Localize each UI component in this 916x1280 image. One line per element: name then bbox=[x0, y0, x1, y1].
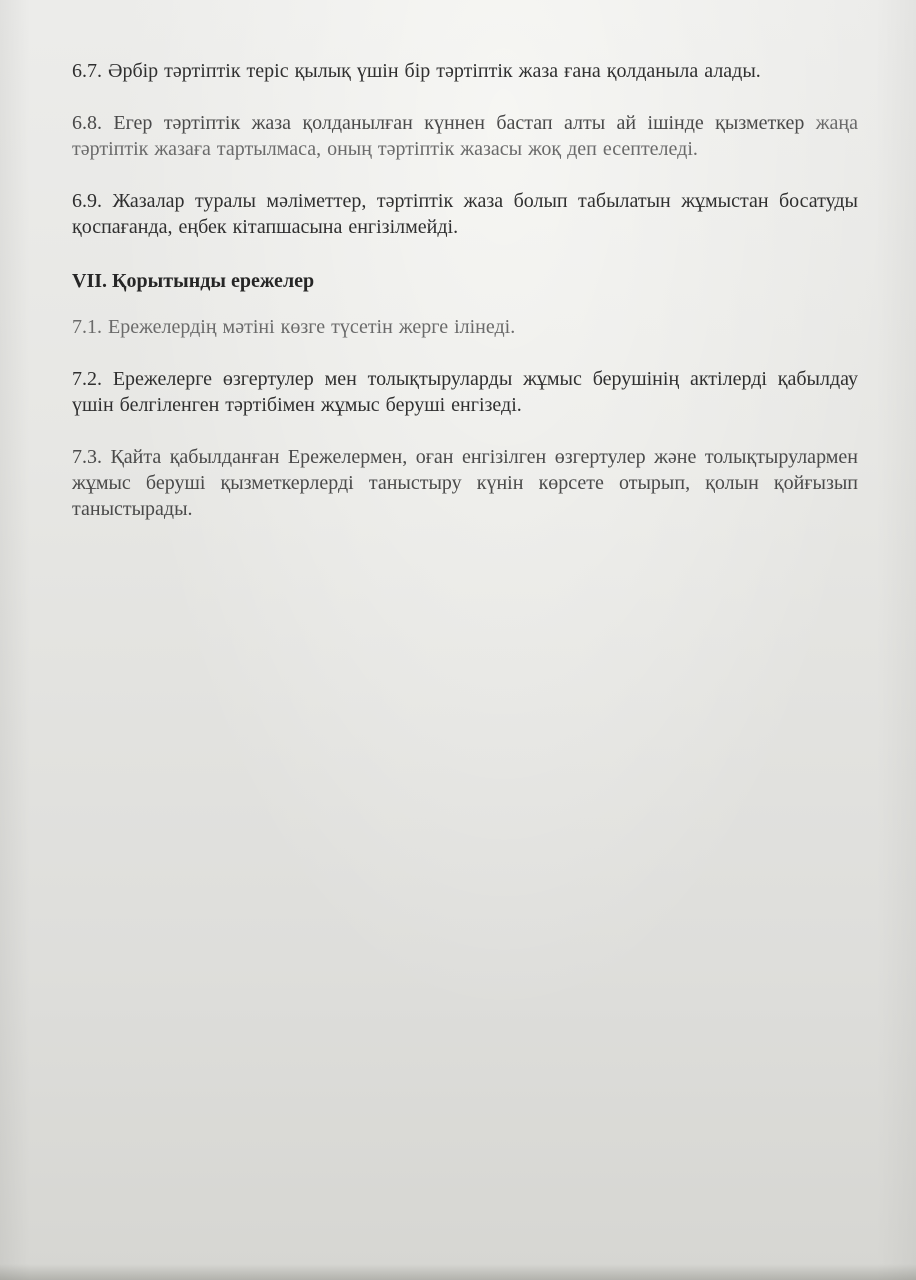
paragraph-6-8-line-2: жаңа тәртіптік жазаға тартылмаса, оның тәртіптік жазасы жоқ деп есептеледі. bbox=[72, 112, 859, 160]
paragraph-6-9 bbox=[72, 188, 858, 240]
page-bottom-edge bbox=[0, 1264, 916, 1280]
paragraph-6-8 bbox=[72, 110, 858, 162]
paragraph-7-1-text: 7.1. Ережелердің мәтіні көзге түсетін жерге ілінеді. bbox=[72, 316, 516, 338]
paragraph-7-2 bbox=[72, 366, 858, 418]
document-body bbox=[72, 58, 858, 548]
paragraph-6-8-line-1: 6.8. Егер тәртіптік жаза қолданылған күннен бастап алты ай ішінде қызметкер bbox=[72, 112, 805, 134]
paragraph-7-2-text: 7.2. Ережелерге өзгертулер мен толықтыруларды жұмыс берушінің актілерді қабылдау үшін белгіленген тәртібімен жұмыс беруші енгізеді. bbox=[72, 368, 858, 416]
paragraph-6-7 bbox=[72, 58, 858, 84]
paragraph-7-3-text: 7.3. Қайта қабылданған Ережелермен, оған енгізілген өзгертулер және толықтырулармен жұмыс беруші қызметкерлерді таныстыру күнін көрсете отырып, қолын қойғызып таныстырады. bbox=[72, 446, 858, 520]
paragraph-6-7-text: 6.7. Әрбір тәртіптік теріс қылық үшін бір тәртіптік жаза ғана қолданыла алады. bbox=[72, 60, 761, 82]
page-shadow-left bbox=[0, 0, 30, 1280]
paragraph-6-9-text: 6.9. Жазалар туралы мәліметтер, тәртіптік жаза болып табылатын жұмыстан босатуды қоспағанда, еңбек кітапшасына енгізілмейді. bbox=[72, 190, 858, 238]
paragraph-7-1 bbox=[72, 314, 858, 340]
page-shadow-right bbox=[876, 0, 916, 1280]
section-7-heading: VII. Қорытынды ережелер bbox=[72, 270, 315, 292]
paragraph-7-3 bbox=[72, 444, 858, 522]
